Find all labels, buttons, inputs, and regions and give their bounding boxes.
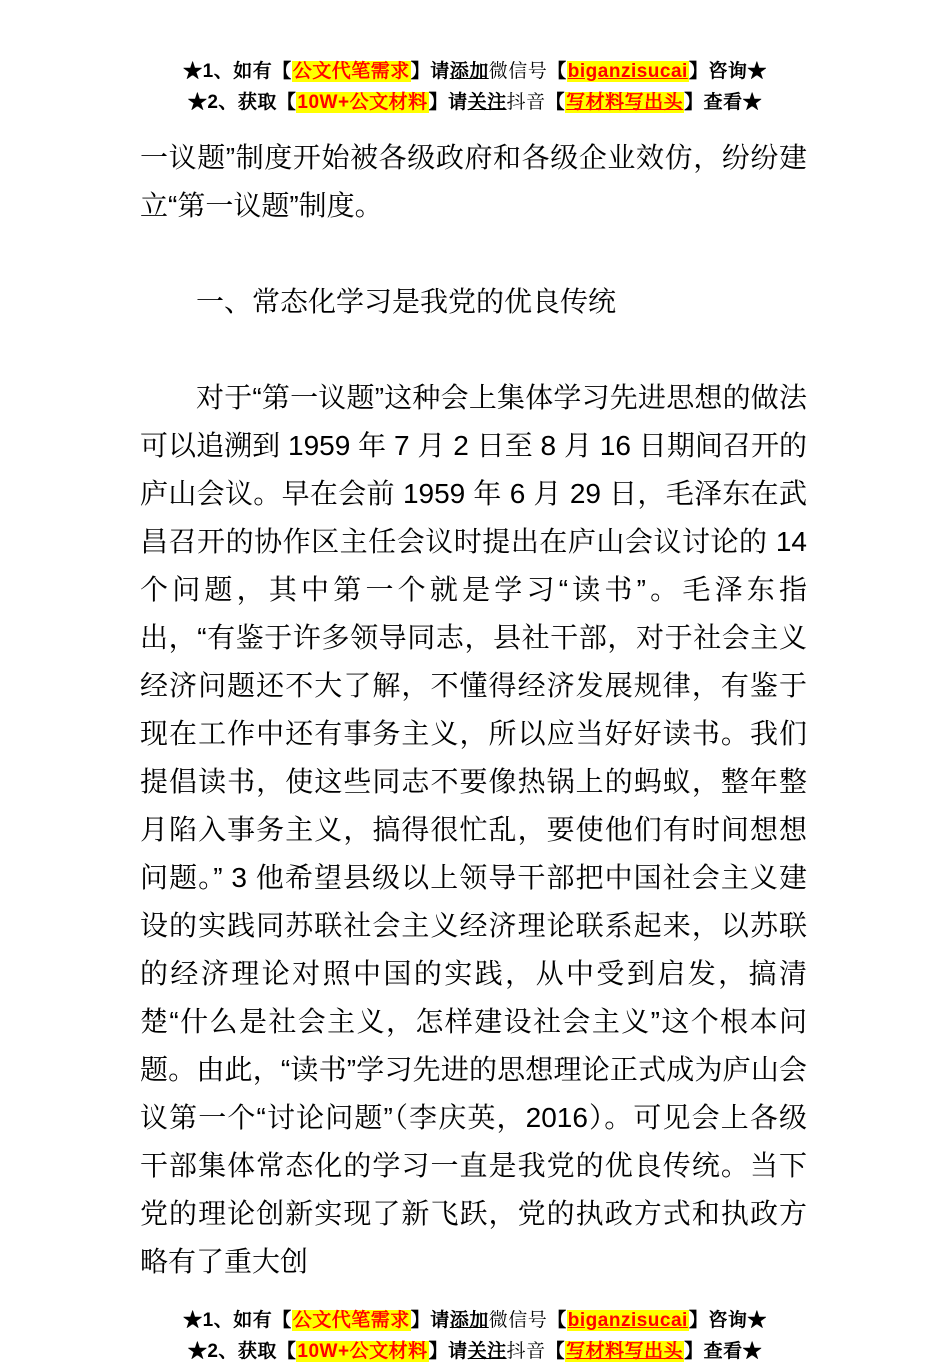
promo-banner-line-1 — [0, 56, 950, 87]
banner1-open-bracket: 【 — [547, 61, 567, 82]
promo-banner-top — [0, 0, 950, 118]
promo-banner-line-2-bottom — [0, 1336, 950, 1367]
promo-banner-bottom — [0, 1286, 950, 1367]
banner2-highlight-service: 10W+公文材料 — [297, 92, 428, 113]
banner2-channel-label: 抖音 — [506, 1341, 546, 1362]
banner2-underlined-action: 关注 — [467, 1341, 507, 1362]
banner2-open-bracket: 【 — [545, 1341, 566, 1362]
banner1-channel-label: 微信号 — [488, 61, 548, 82]
banner1-highlight-account: biganzisucai — [567, 61, 688, 82]
banner1-suffix: 】咨询★ — [688, 61, 767, 82]
banner2-channel-label: 抖音 — [506, 92, 546, 113]
banner1-prefix: ★1、如有【 — [183, 61, 292, 82]
banner1-mid: 】请 — [410, 61, 450, 82]
banner2-prefix: ★2、获取【 — [187, 1341, 297, 1362]
banner1-underlined-action: 添加 — [449, 61, 489, 82]
banner2-open-bracket: 【 — [545, 92, 566, 113]
banner2-mid: 】请 — [428, 92, 468, 113]
banner1-prefix: ★1、如有【 — [183, 1310, 292, 1331]
banner1-suffix: 】咨询★ — [688, 1310, 767, 1331]
promo-banner-line-2 — [0, 87, 950, 118]
banner2-highlight-service: 10W+公文材料 — [297, 1341, 428, 1362]
document-content — [140, 134, 807, 1286]
banner1-highlight-service: 公文代笔需求 — [292, 61, 410, 82]
body-paragraph: 对于“第一议题”这种会上集体学习先进思想的做法可以追溯到 1959 年 7 月 2 日至 8 月 16 日期间召开的庐山会议。早在会前 1959 年 6 月 29 日，毛泽东在武昌召开的协作区主任会议时提出在庐山会议讨论的 14 个问题，其中第一个就是学习“读书”。毛泽东指出，“有鉴于许多领导同志，县社干部，对于社会主义经济问题还不大了解，不懂得经济发展规律，有鉴于现在工作中还有事务主义，所以应当好好读书。我们提倡读书，使这些同志不要像热锅上的蚂蚁，整年整月陷入事务主义，搞得很忙乱，要使他们有时间想想问题。” 3 他希望县级以上领导干部把中国社会主义建设的实践同苏联社会主义经济理论联系起来，以苏联的经济理论对照中国的实践，从中受到启发，搞清楚“什么是社会主义，怎样建设社会主义”这个根本问题。由此，“读书”学习先进的思想理论正式成为庐山会议第一个“讨论问题”（李庆英，2016）。可见会上各级干部集体常态化的学习一直是我党的优良传统。当下党的理论创新实现了新飞跃，党的执政方式和执政方略有了重大创 — [140, 382, 807, 1277]
section-heading: 一、常态化学习是我党的优良传统 — [196, 286, 617, 317]
banner2-underlined-action: 关注 — [467, 92, 507, 113]
banner1-highlight-account: biganzisucai — [567, 1310, 688, 1331]
banner1-channel-label: 微信号 — [488, 1310, 548, 1331]
banner2-highlight-account: 写材料写出头 — [566, 92, 684, 113]
banner2-suffix: 】查看★ — [684, 92, 763, 113]
promo-banner-line-1-bottom — [0, 1305, 950, 1336]
banner1-mid: 】请 — [410, 1310, 450, 1331]
banner2-suffix: 】查看★ — [684, 1341, 763, 1362]
banner2-prefix: ★2、获取【 — [187, 92, 297, 113]
banner2-highlight-account: 写材料写出头 — [566, 1341, 684, 1362]
banner2-mid: 】请 — [428, 1341, 468, 1362]
banner1-underlined-action: 添加 — [449, 1310, 489, 1331]
banner1-open-bracket: 【 — [547, 1310, 567, 1331]
banner1-highlight-service: 公文代笔需求 — [292, 1310, 410, 1331]
intro-continuation-text: 一议题”制度开始被各级政府和各级企业效仿，纷纷建立“第一议题”制度。 — [140, 142, 807, 221]
